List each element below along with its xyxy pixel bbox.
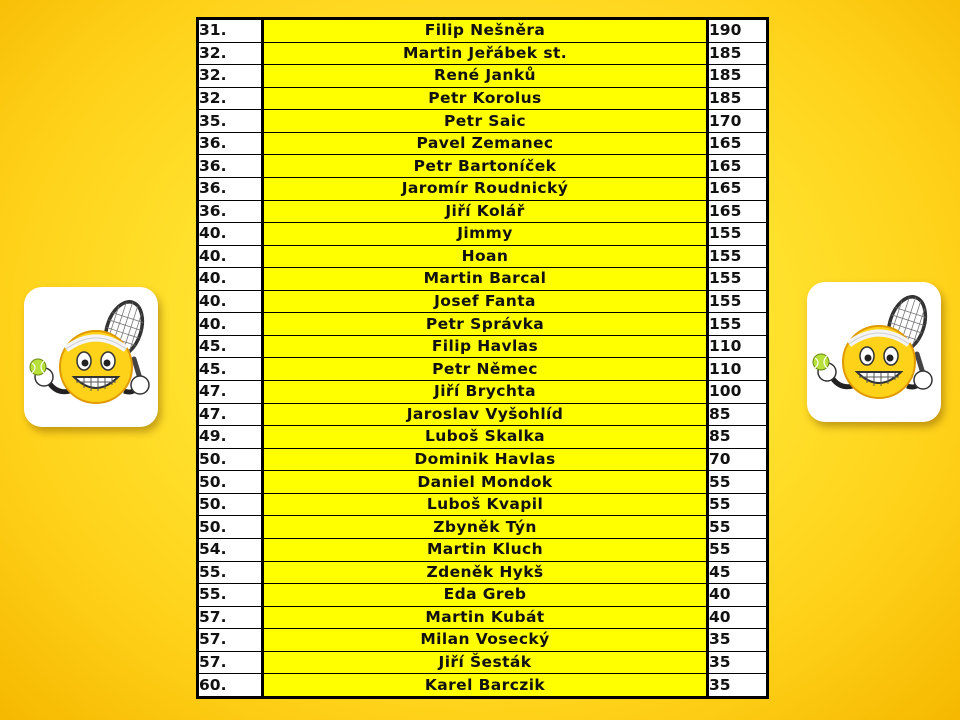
rank-cell: 54. bbox=[199, 538, 263, 561]
rank-cell: 36. bbox=[199, 155, 263, 178]
points-cell: 190 bbox=[708, 20, 767, 43]
name-cell: Jiří Kolář bbox=[263, 200, 708, 223]
ranking-table-grid bbox=[198, 19, 767, 697]
table-row bbox=[199, 268, 767, 291]
name-cell: Petr Saic bbox=[263, 110, 708, 133]
points-cell: 55 bbox=[708, 493, 767, 516]
tennis-ball-icon bbox=[30, 359, 46, 375]
rank-cell: 32. bbox=[199, 87, 263, 110]
name-cell: Filip Havlas bbox=[263, 335, 708, 358]
name-cell: René Janků bbox=[263, 65, 708, 88]
ranking-table-body bbox=[199, 20, 767, 697]
points-cell: 165 bbox=[708, 200, 767, 223]
rank-cell: 49. bbox=[199, 426, 263, 449]
points-cell: 45 bbox=[708, 561, 767, 584]
table-row bbox=[199, 177, 767, 200]
points-cell: 185 bbox=[708, 87, 767, 110]
table-row bbox=[199, 493, 767, 516]
points-cell: 155 bbox=[708, 223, 767, 246]
points-cell: 155 bbox=[708, 245, 767, 268]
table-row bbox=[199, 381, 767, 404]
table-row bbox=[199, 155, 767, 178]
table-row bbox=[199, 516, 767, 539]
rank-cell: 50. bbox=[199, 448, 263, 471]
table-row bbox=[199, 584, 767, 607]
rank-cell: 36. bbox=[199, 132, 263, 155]
points-cell: 70 bbox=[708, 448, 767, 471]
points-cell: 85 bbox=[708, 403, 767, 426]
table-row bbox=[199, 290, 767, 313]
table-row bbox=[199, 132, 767, 155]
tennis-ball-icon bbox=[813, 354, 829, 370]
table-row bbox=[199, 87, 767, 110]
rank-cell: 55. bbox=[199, 584, 263, 607]
table-row bbox=[199, 403, 767, 426]
name-cell: Josef Fanta bbox=[263, 290, 708, 313]
points-cell: 55 bbox=[708, 516, 767, 539]
table-row bbox=[199, 651, 767, 674]
rank-cell: 40. bbox=[199, 268, 263, 291]
rank-cell: 50. bbox=[199, 516, 263, 539]
name-cell: Jaromír Roudnický bbox=[263, 177, 708, 200]
table-row bbox=[199, 448, 767, 471]
rank-cell: 60. bbox=[199, 674, 263, 697]
name-cell: Karel Barczik bbox=[263, 674, 708, 697]
rank-cell: 57. bbox=[199, 651, 263, 674]
rank-cell: 50. bbox=[199, 471, 263, 494]
rank-cell: 40. bbox=[199, 290, 263, 313]
table-row bbox=[199, 110, 767, 133]
name-cell: Eda Greb bbox=[263, 584, 708, 607]
name-cell: Pavel Zemanec bbox=[263, 132, 708, 155]
name-cell: Martin Kubát bbox=[263, 606, 708, 629]
tennis-smiley-icon bbox=[24, 287, 158, 427]
name-cell: Petr Správka bbox=[263, 313, 708, 336]
name-cell: Jiří Šesták bbox=[263, 651, 708, 674]
name-cell: Hoan bbox=[263, 245, 708, 268]
table-row bbox=[199, 606, 767, 629]
rank-cell: 36. bbox=[199, 177, 263, 200]
table-row bbox=[199, 561, 767, 584]
rank-cell: 45. bbox=[199, 335, 263, 358]
name-cell: Filip Nešněra bbox=[263, 20, 708, 43]
name-cell: Daniel Mondok bbox=[263, 471, 708, 494]
name-cell: Petr Korolus bbox=[263, 87, 708, 110]
table-row bbox=[199, 471, 767, 494]
points-cell: 155 bbox=[708, 290, 767, 313]
name-cell: Zdeněk Hykš bbox=[263, 561, 708, 584]
name-cell: Zbyněk Týn bbox=[263, 516, 708, 539]
table-row bbox=[199, 200, 767, 223]
table-row bbox=[199, 313, 767, 336]
rank-cell: 35. bbox=[199, 110, 263, 133]
table-row bbox=[199, 674, 767, 697]
name-cell: Martin Jeřábek st. bbox=[263, 42, 708, 65]
points-cell: 110 bbox=[708, 335, 767, 358]
rank-cell: 32. bbox=[199, 42, 263, 65]
points-cell: 110 bbox=[708, 358, 767, 381]
points-cell: 35 bbox=[708, 674, 767, 697]
points-cell: 165 bbox=[708, 132, 767, 155]
table-row bbox=[199, 65, 767, 88]
rank-cell: 40. bbox=[199, 313, 263, 336]
rank-cell: 50. bbox=[199, 493, 263, 516]
rank-cell: 31. bbox=[199, 20, 263, 43]
points-cell: 35 bbox=[708, 651, 767, 674]
rank-cell: 40. bbox=[199, 245, 263, 268]
table-row bbox=[199, 42, 767, 65]
rank-cell: 57. bbox=[199, 629, 263, 652]
table-row bbox=[199, 20, 767, 43]
rank-cell: 55. bbox=[199, 561, 263, 584]
table-row bbox=[199, 538, 767, 561]
points-cell: 185 bbox=[708, 42, 767, 65]
points-cell: 40 bbox=[708, 584, 767, 607]
rank-cell: 40. bbox=[199, 223, 263, 246]
name-cell: Milan Vosecký bbox=[263, 629, 708, 652]
name-cell: Jaroslav Vyšohlíd bbox=[263, 403, 708, 426]
points-cell: 100 bbox=[708, 381, 767, 404]
name-cell: Martin Barcal bbox=[263, 268, 708, 291]
tennis-smiley-icon bbox=[807, 282, 941, 422]
rank-cell: 47. bbox=[199, 381, 263, 404]
points-cell: 155 bbox=[708, 313, 767, 336]
ranking-table bbox=[196, 17, 769, 699]
points-cell: 165 bbox=[708, 155, 767, 178]
table-row bbox=[199, 223, 767, 246]
points-cell: 55 bbox=[708, 471, 767, 494]
points-cell: 155 bbox=[708, 268, 767, 291]
table-row bbox=[199, 245, 767, 268]
points-cell: 40 bbox=[708, 606, 767, 629]
points-cell: 165 bbox=[708, 177, 767, 200]
rank-cell: 45. bbox=[199, 358, 263, 381]
points-cell: 85 bbox=[708, 426, 767, 449]
rank-cell: 36. bbox=[199, 200, 263, 223]
points-cell: 35 bbox=[708, 629, 767, 652]
points-cell: 55 bbox=[708, 538, 767, 561]
points-cell: 185 bbox=[708, 65, 767, 88]
rank-cell: 47. bbox=[199, 403, 263, 426]
name-cell: Jimmy bbox=[263, 223, 708, 246]
rank-cell: 32. bbox=[199, 65, 263, 88]
table-row bbox=[199, 629, 767, 652]
name-cell: Luboš Kvapil bbox=[263, 493, 708, 516]
name-cell: Martin Kluch bbox=[263, 538, 708, 561]
table-row bbox=[199, 426, 767, 449]
name-cell: Petr Němec bbox=[263, 358, 708, 381]
name-cell: Luboš Skalka bbox=[263, 426, 708, 449]
points-cell: 170 bbox=[708, 110, 767, 133]
name-cell: Dominik Havlas bbox=[263, 448, 708, 471]
table-row bbox=[199, 335, 767, 358]
name-cell: Petr Bartoníček bbox=[263, 155, 708, 178]
name-cell: Jiří Brychta bbox=[263, 381, 708, 404]
table-row bbox=[199, 358, 767, 381]
rank-cell: 57. bbox=[199, 606, 263, 629]
